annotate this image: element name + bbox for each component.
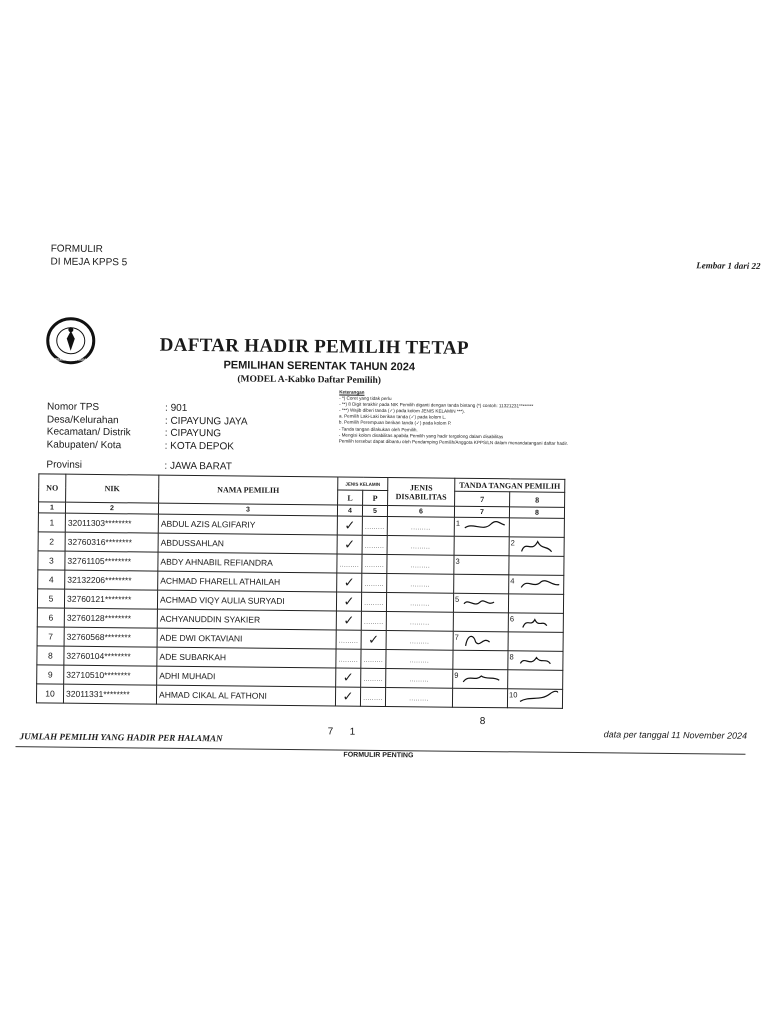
row-nik: 32132206******** — [65, 570, 158, 590]
row-sig8 — [508, 651, 563, 671]
header-col8: 8 — [510, 492, 565, 508]
row-nik: 32761105******** — [65, 551, 158, 571]
row-sig7 — [453, 650, 508, 670]
row-disabilitas — [386, 669, 453, 689]
row-nama: ADE SUBARKAH — [157, 647, 336, 668]
dots: ......... — [364, 619, 384, 627]
dots: ......... — [338, 657, 359, 664]
total-l: 7 — [327, 726, 334, 738]
note-line: - **) 8 Digit terakhir pada NIK Pemilih diganti dengan tanda bintang (*) contoh: 11321231******** — [339, 401, 534, 409]
row-nama: ABDUL AZIS ALGIFARIY — [158, 514, 337, 535]
info-value: : KOTA DEPOK — [164, 440, 234, 452]
dots: ......... — [410, 601, 430, 608]
row-l — [337, 573, 362, 592]
row-sig7 — [453, 612, 508, 632]
row-nik: 32710510******** — [64, 665, 157, 685]
info-label: Kecamatan/ Distrik — [46, 426, 131, 439]
row-no: 8 — [37, 646, 64, 665]
row-p — [361, 630, 386, 649]
dots: ......... — [363, 657, 384, 664]
row-disabilitas — [386, 631, 453, 651]
dots: ......... — [409, 639, 430, 646]
row-no: 2 — [38, 532, 65, 551]
note-line: - *) Coret yang tidak perlu — [339, 395, 392, 402]
sig-number: 1 — [455, 518, 461, 528]
row-sig8 — [509, 537, 564, 557]
dots: ......... — [363, 695, 383, 702]
info-label: Kabupaten/ Kota — [46, 438, 122, 451]
row-nama: ADHI MUHADI — [157, 666, 336, 687]
sig-number: 8 — [509, 652, 514, 662]
total-label: JUMLAH PEMILIH YANG HADIR PER HALAMAN — [19, 731, 223, 744]
colnum: 8 — [509, 507, 564, 519]
check-mark: ✓ — [342, 669, 354, 685]
dots: ......... — [410, 544, 431, 551]
sig-number: 3 — [455, 556, 460, 566]
row-no: 7 — [37, 627, 64, 646]
row-p — [362, 554, 387, 573]
row-l — [337, 554, 362, 573]
sig-number: 10 — [509, 690, 518, 700]
row-sig7 — [453, 593, 508, 613]
header-nik: NIK — [66, 474, 159, 503]
row-nik: 32760121******** — [64, 589, 157, 609]
colnum: 5 — [362, 505, 387, 516]
notes-block — [339, 390, 570, 447]
meja-label: DI MEJA KPPS 5 — [50, 256, 128, 269]
row-nik: 32760568******** — [64, 627, 157, 647]
total-signed: 8 — [479, 716, 486, 728]
row-sig7 — [454, 517, 509, 537]
row-no: 3 — [38, 551, 65, 570]
row-p — [362, 516, 387, 535]
note-line: a. Pemilih Laki-Laki berikan tanda (✓) pada kolom L. — [338, 413, 447, 421]
row-no: 1 — [38, 513, 65, 532]
info-value: : CIPAYUNG JAYA — [164, 415, 248, 428]
signature-drawing — [461, 670, 503, 688]
check-mark: ✓ — [343, 574, 355, 590]
row-l — [336, 592, 361, 611]
page-count: Lembar 1 dari 22 — [696, 260, 761, 271]
dots: ......... — [364, 562, 385, 570]
dots: ......... — [409, 658, 430, 665]
header-nama: NAMA PEMILIH — [159, 475, 338, 505]
info-value: : CIPAYUNG — [164, 427, 222, 440]
row-sig8 — [508, 632, 563, 652]
colnum: 3 — [158, 503, 337, 516]
model-label: (MODEL A-Kabko Daftar Pemilih) — [237, 374, 382, 386]
check-mark: ✓ — [368, 631, 380, 647]
row-sig8 — [508, 670, 563, 690]
logo-text-top: KOMISI — [62, 320, 79, 326]
row-sig8 — [507, 689, 562, 709]
row-nama: ADE DWI OKTAVIANI — [157, 628, 336, 649]
header-disabilitas: JENIS DISABILITAS — [388, 478, 455, 507]
check-mark: ✓ — [343, 593, 355, 609]
info-value: : 901 — [164, 402, 188, 414]
row-nama: ABDY AHNABIL REFIANDRA — [158, 552, 337, 573]
dots: ......... — [365, 524, 385, 532]
note-line: b. Pemilih Perempuan berikan tanda (✓) pada kolom P. — [338, 419, 452, 427]
signature-drawing — [517, 613, 559, 631]
note-line: - ***) Wajib diberi tanda (✓) pada kolom JENIS KELAMIN ***). — [339, 407, 466, 415]
row-disabilitas — [387, 574, 454, 594]
colnum: 2 — [65, 502, 158, 514]
row-sig7 — [453, 669, 508, 689]
row-disabilitas — [387, 536, 454, 556]
row-sig7 — [454, 574, 509, 594]
sig-number: 9 — [454, 670, 459, 680]
signature-drawing — [516, 689, 558, 707]
row-disabilitas — [386, 650, 453, 670]
row-disabilitas — [386, 612, 453, 632]
sig-number: 6 — [509, 614, 515, 624]
row-p — [361, 668, 386, 687]
row-nama: AHMAD CIKAL AL FATHONI — [156, 685, 335, 706]
kpu-logo — [46, 316, 96, 365]
row-no: 6 — [37, 608, 64, 627]
sig-number: 5 — [455, 594, 460, 604]
sig-number: 4 — [510, 576, 515, 586]
row-no: 4 — [38, 570, 65, 589]
row-disabilitas — [385, 688, 452, 708]
dots: ......... — [409, 677, 429, 684]
row-l — [336, 611, 361, 630]
check-mark: ✓ — [344, 517, 356, 533]
row-l — [336, 668, 361, 687]
document-sheet — [0, 241, 768, 779]
dots: ......... — [410, 563, 431, 570]
signature-drawing — [462, 632, 504, 650]
page-title: DAFTAR HADIR PEMILIH TETAP — [159, 334, 469, 359]
row-sig7 — [454, 555, 509, 575]
colnum: 7 — [454, 506, 509, 518]
header-jenis-kelamin: JENIS KELAMIN — [338, 477, 388, 491]
row-disabilitas — [387, 517, 454, 537]
page-subtitle: PEMILIHAN SERENTAK TAHUN 2024 — [223, 359, 416, 374]
row-p — [361, 649, 386, 668]
colnum: 4 — [337, 505, 362, 516]
info-label: Nomor TPS — [47, 401, 100, 414]
info-label: Provinsi — [46, 459, 83, 471]
signature-drawing — [462, 594, 504, 612]
dots: ......... — [364, 581, 384, 589]
header-tanda-tangan: TANDA TANGAN PEMILIH — [455, 478, 565, 492]
row-disabilitas — [387, 555, 454, 575]
signature-drawing — [516, 651, 558, 669]
logo-text-bottom: PEMILIHAN UMUM — [54, 357, 87, 362]
row-sig8 — [508, 613, 563, 633]
row-nama: ACHYANUDDIN SYAKIER — [157, 609, 336, 630]
row-nama: ABDUSSAHLAN — [158, 533, 337, 554]
dots: ......... — [364, 543, 385, 551]
dots: ......... — [363, 676, 384, 683]
info-value: : JAWA BARAT — [164, 460, 232, 473]
sig-number: 7 — [454, 632, 459, 642]
row-nama: ACHMAD FHARELL ATHAILAH — [158, 571, 337, 592]
dots: ......... — [364, 600, 384, 608]
row-sig7 — [454, 536, 509, 556]
row-l — [335, 687, 360, 706]
check-mark: ✓ — [342, 688, 354, 704]
note-line: - Tanda tangan dilakukan oleh Pemilih. — [338, 426, 418, 432]
dots: ......... — [338, 638, 359, 645]
header-col7: 7 — [455, 491, 510, 507]
dots: ......... — [410, 582, 430, 589]
note-line: - Mengisi kolom disabilitas apabila Pemilih yang hadir tergolong dalam disabilitas — [338, 432, 504, 439]
check-mark: ✓ — [344, 536, 356, 552]
colnum: 1 — [38, 502, 65, 513]
row-sig8 — [509, 556, 564, 576]
row-no: 9 — [37, 665, 64, 684]
row-nama: ACHMAD VIQY AULIA SURYADI — [157, 590, 336, 611]
row-l — [337, 535, 362, 554]
row-nik: 32760316******** — [65, 532, 158, 552]
data-date: data per tanggal 11 November 2024 — [603, 729, 748, 741]
row-no: 5 — [37, 589, 64, 608]
voter-table — [36, 473, 565, 709]
row-sig8 — [509, 518, 564, 538]
dots: ......... — [339, 562, 360, 569]
row-sig7 — [452, 688, 507, 708]
signature-drawing — [518, 537, 560, 555]
row-no: 10 — [36, 684, 63, 703]
note-line: Pemilih tersebut dapat dibantu oleh Pendamping Pemilih/Anggota KPPS/LN dalam menandatangani daftar hadir. — [338, 438, 569, 446]
row-p — [360, 687, 385, 706]
row-nik: 32760128******** — [64, 608, 157, 628]
sig-number: 2 — [510, 538, 515, 548]
row-l — [336, 630, 361, 649]
notes-title: Keterangan — [339, 389, 365, 395]
header-l: L — [338, 490, 363, 505]
formulir-label: FORMULIR — [50, 243, 104, 256]
info-block — [46, 401, 247, 474]
header-p: P — [363, 490, 388, 505]
row-sig8 — [508, 594, 563, 614]
total-p: 1 — [349, 726, 356, 738]
row-nik: 32011303******** — [65, 513, 158, 533]
info-label: Desa/Kelurahan — [46, 413, 119, 426]
signature-drawing — [463, 518, 505, 536]
colnum: 6 — [387, 506, 454, 518]
check-mark: ✓ — [343, 612, 355, 628]
row-l — [337, 516, 362, 535]
row-p — [362, 535, 387, 554]
formulir-penting: FORMULIR PENTING — [343, 751, 414, 760]
row-l — [336, 649, 361, 668]
dots: ......... — [409, 696, 429, 703]
row-p — [362, 573, 387, 592]
dots: ......... — [411, 525, 431, 532]
header-no: NO — [39, 474, 66, 502]
row-p — [361, 592, 386, 611]
row-p — [361, 611, 386, 630]
dots: ......... — [410, 620, 430, 627]
row-nik: 32760104******** — [64, 646, 157, 666]
row-nik: 32011331******** — [63, 684, 156, 704]
row-sig8 — [509, 575, 564, 595]
row-disabilitas — [386, 593, 453, 613]
row-sig7 — [453, 631, 508, 651]
signature-drawing — [517, 575, 559, 593]
